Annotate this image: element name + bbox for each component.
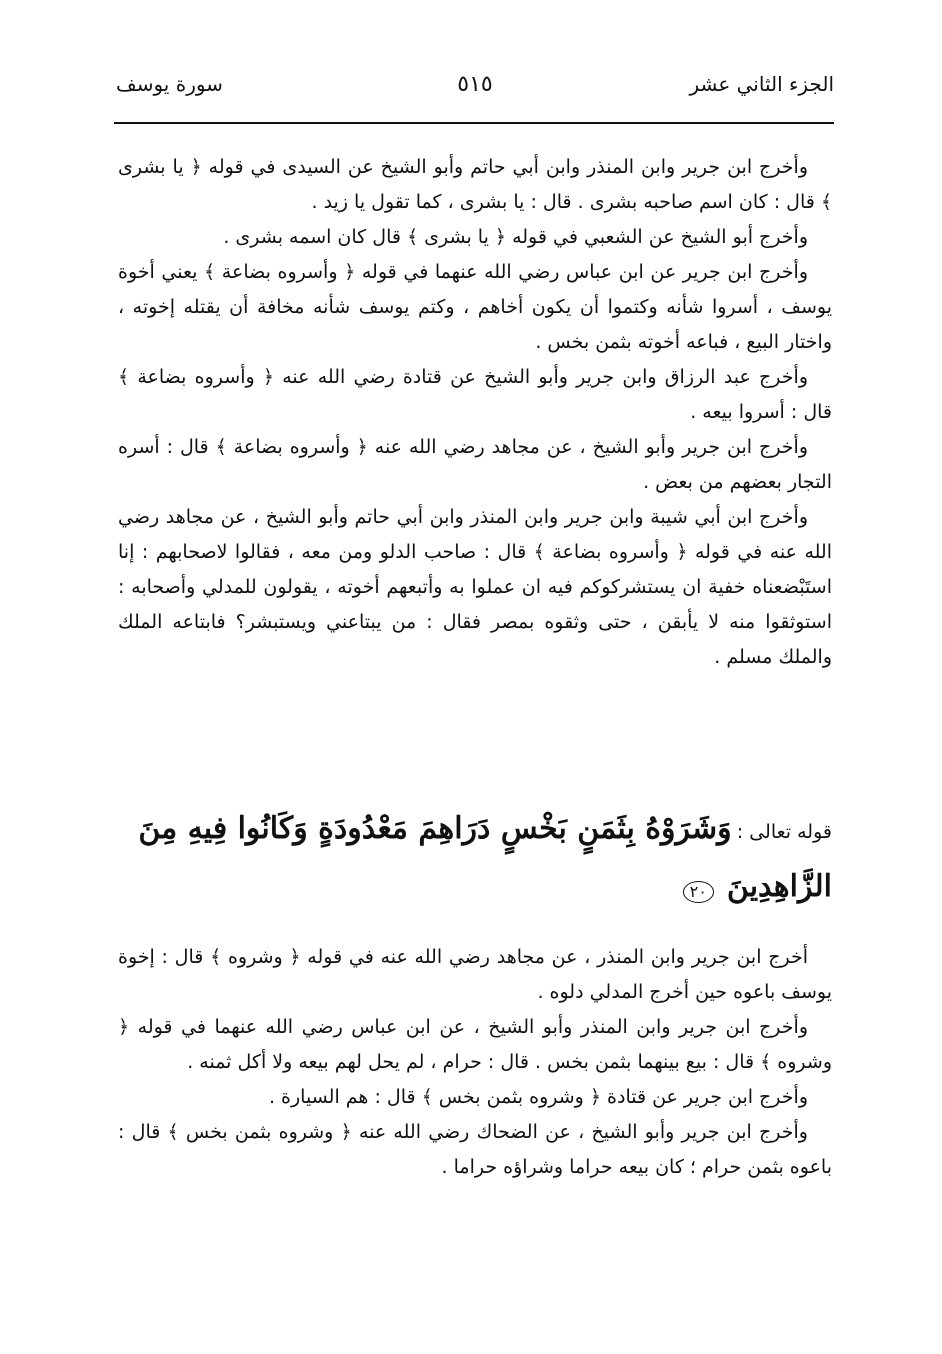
paragraph: [118, 1010, 832, 1080]
paragraph: [118, 360, 832, 430]
paragraph: [118, 500, 832, 675]
paragraph-text: وأخرج عبد الرزاق وابن جرير وأبو الشيخ عن قتادة رضي الله عنه ﴿ وأسروه بضاعة ﴾ قال : أسروا بيعه .: [118, 366, 832, 423]
verse-text: وَشَرَوْهُ بِثَمَنٍ بَخْسٍ دَرَاهِمَ مَعْدُودَةٍ وَكَانُوا فِيهِ مِنَ الزَّاهِدِينَ: [138, 811, 832, 904]
page-header: [116, 72, 834, 108]
paragraph-text: وأخرج ابن أبي شيبة وابن جرير وابن المنذر وابن أبي حاتم وأبو الشيخ ، عن مجاهد رضي الله عنه في قوله ﴿ وأسروه بضاعة ﴾ قال : صاحب الدلو ومن معه ، فقالوا لاصحابهم : إنا استَبْضعناه خفية ان يستشركوكم فيه ان عملوا به وأتبعهم أخوته ، يقولون للمدلي وأصحابه : استوثقوا منه لا يأبقن ، حتى وثقوه بمصر فقال : من يبتاعني ويستبشر؟ فابتاعه الملك والملك مسلم .: [118, 506, 832, 668]
paragraph: [118, 220, 832, 255]
paragraph-text: أخرج ابن جرير وابن المنذر ، عن مجاهد رضي الله عنه في قوله ﴿ وشروه ﴾ قال : إخوة يوسف باعوه حين أخرج المدلي دلوه .: [118, 946, 832, 1003]
paragraph: [118, 1080, 832, 1115]
paragraph: [118, 255, 832, 360]
paragraph-text: وأخرج ابن جرير وابن المنذر وأبو الشيخ ، عن ابن عباس رضي الله عنهما في قوله ﴿ وشروه ﴾ قال : بيع بينهما بثمن بخس . قال : حرام ، لم يحل لهم بيعه ولا أكل ثمنه .: [118, 1016, 832, 1073]
page-number: ٥١٥: [457, 72, 493, 97]
paragraph: [118, 150, 832, 220]
header-rule: [114, 122, 834, 124]
paragraph: [118, 430, 832, 500]
narrations-section-a: [118, 150, 832, 675]
paragraph-text: وأخرج أبو الشيخ عن الشعبي في قوله ﴿ يا بشرى ﴾ قال كان اسمه بشرى .: [223, 226, 808, 248]
part-title: الجزء الثاني عشر: [689, 72, 834, 96]
paragraph-text: وأخرج ابن جرير عن قتادة ﴿ وشروه بثمن بخس ﴾ قال : هم السيارة .: [268, 1086, 808, 1108]
paragraph: [118, 940, 832, 1010]
verse-number: ٢٠: [683, 881, 714, 903]
paragraph-text: وأخرج ابن جرير عن ابن عباس رضي الله عنهما في قوله ﴿ وأسروه بضاعة ﴾ يعني أخوة يوسف ، أسروا شأنه وكتموا أن يكون أخاهم ، وكتم يوسف شأنه مخافة أن يقتله إخوته ، واختار البيع ، فباعه أخوته بثمن بخس .: [118, 261, 832, 353]
narrations-section-b: [118, 940, 832, 1185]
surah-title: سورة يوسف: [116, 72, 223, 96]
verse-lead: قوله تعالى :: [736, 821, 832, 843]
quran-verse-heading: [118, 800, 832, 916]
paragraph: [118, 1115, 832, 1185]
paragraph-text: وأخرج ابن جرير وأبو الشيخ ، عن الضحاك رضي الله عنه ﴿ وشروه بثمن بخس ﴾ قال : باعوه بثمن حرام ؛ كان بيعه حراما وشراؤه حراما .: [118, 1121, 832, 1178]
paragraph-text: وأخرج ابن جرير وأبو الشيخ ، عن مجاهد رضي الله عنه ﴿ وأسروه بضاعة ﴾ قال : أسره التجار بعضهم من بعض .: [118, 436, 832, 493]
paragraph-text: وأخرج ابن جرير وابن المنذر وابن أبي حاتم وأبو الشيخ عن السيدى في قوله ﴿ يا بشرى ﴾ قال : كان اسم صاحبه بشرى . قال : يا بشرى ، كما تقول يا زيد .: [118, 156, 832, 213]
